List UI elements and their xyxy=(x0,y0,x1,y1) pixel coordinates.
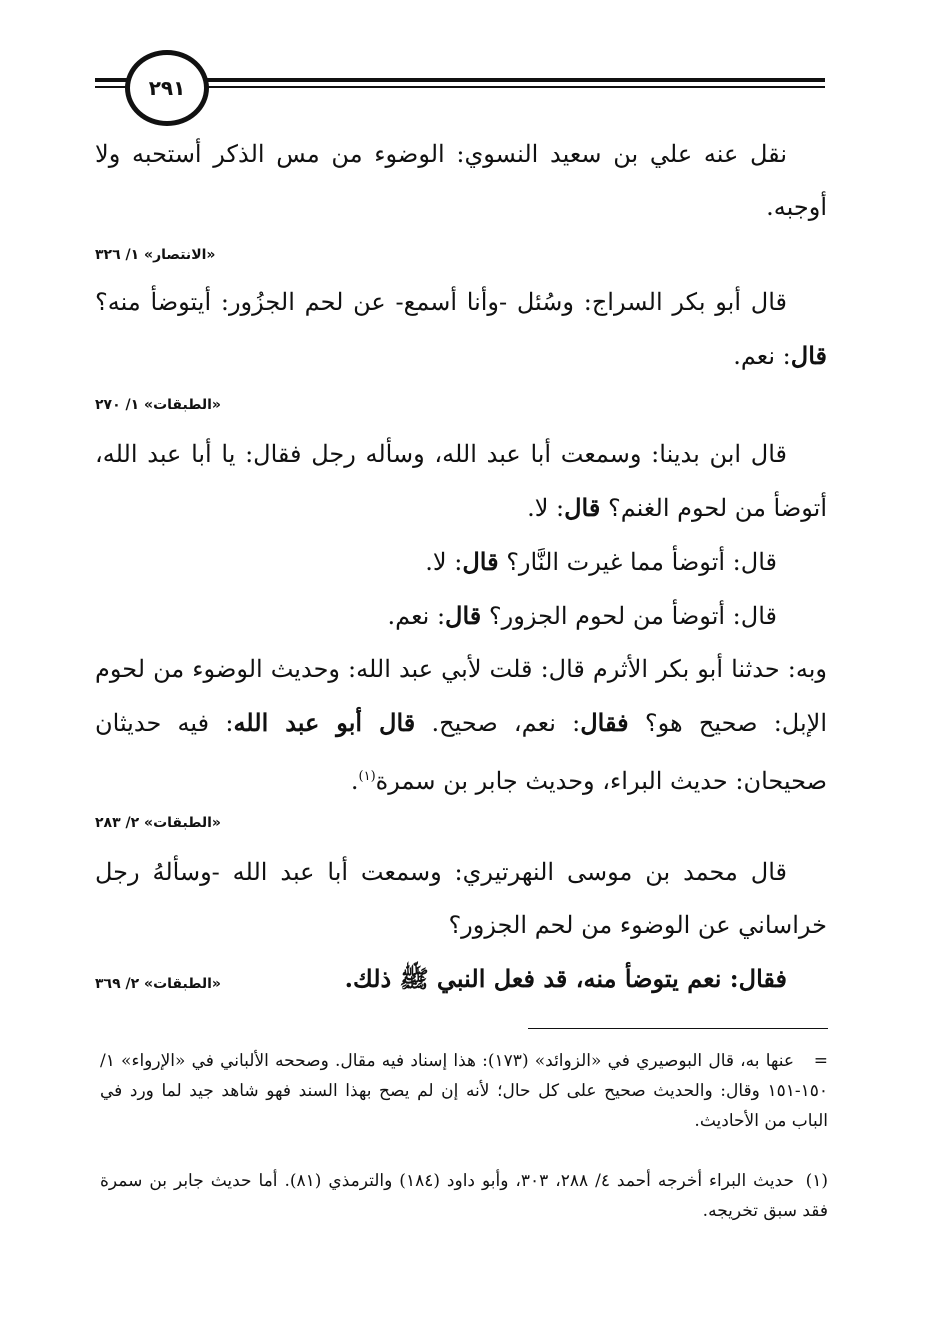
entry-paragraph: نقل عنه علي بن سعيد النسوي: الوضوء من مس الذكر أستحبه ولا أوجبه. xyxy=(95,140,827,221)
page-number: ٢٩١ xyxy=(125,50,209,126)
entry-paragraph: قال أبو بكر السراج: وسُئل -وأنا أسمع- عن لحم الجزُور: أيتوضأ منه؟ قال: نعم. xyxy=(95,288,827,370)
entry-3 xyxy=(95,428,827,808)
entry-paragraph: قال: أتوضأ من لحوم الجزور؟ قال: نعم. xyxy=(387,601,777,630)
entry-2-reference: «الطبقات» ١/ ٢٧٠ xyxy=(95,397,221,413)
entry-1-reference: «الانتصار» ١/ ٣٢٦ xyxy=(95,247,216,263)
footnote-continuation-mark: = xyxy=(813,1051,828,1071)
entry-1 xyxy=(95,128,827,234)
entry-2 xyxy=(95,276,827,383)
entry-3-reference: «الطبقات» ٢/ ٢٨٣ xyxy=(95,815,221,831)
entry-paragraph: قال: أتوضأ مما غيرت النَّار؟ قال: لا. xyxy=(425,547,777,576)
footnote-number: (١) xyxy=(805,1171,828,1191)
entry-paragraph: قال محمد بن موسى النهرتيري: وسمعت أبا عبد الله -وسألهُ رجل خراساني عن الوضوء من لحم الجزور؟ xyxy=(95,858,827,939)
entry-paragraph: قال ابن بدينا: وسمعت أبا عبد الله، وسأله رجل فقال: يا أبا عبد الله، أتوضأ من لحوم الغنم؟ قال: لا. xyxy=(95,440,827,522)
footnote-continuation-text: عنها به، قال البوصيري في «الزوائد» (١٧٣): هذا إسناد فيه مقال. وصححه الألباني في «الإرواء» ١/ ١٥٠-١٥١ وقال: والحديث صحيح على كل حال؛ لأنه إن لم يصح بهذا السند فهو شاهد جيد لما ورد في الباب من الأحاديث. xyxy=(100,1051,828,1131)
footnote-separator xyxy=(528,1028,828,1029)
footnote-continuation xyxy=(100,1046,828,1136)
footnote-1 xyxy=(100,1166,828,1226)
entry-paragraph: وبه: حدثنا أبو بكر الأثرم قال: قلت لأبي عبد الله: وحديث الوضوء من لحوم الإبل: صحيح هو؟ فقال: نعم، صحيح. قال أبو عبد الله: فيه حديثان صحيحان: حديث البراء، وحديث جابر بن سمرة$^{(١)}$. xyxy=(95,655,827,795)
entry-paragraph: فقال: نعم يتوضأ منه، قد فعل النبي ﷺ ذلك. xyxy=(344,964,787,993)
footnote-text: حديث البراء أخرجه أحمد ٤/ ٢٨٨، ٣٠٣، وأبو داود (١٨٤) والترمذي (٨١). أما حديث جابر بن سمرة فقد سبق تخريجه. xyxy=(100,1171,828,1221)
entry-4-reference: «الطبقات» ٢/ ٣٦٩ xyxy=(95,976,221,992)
